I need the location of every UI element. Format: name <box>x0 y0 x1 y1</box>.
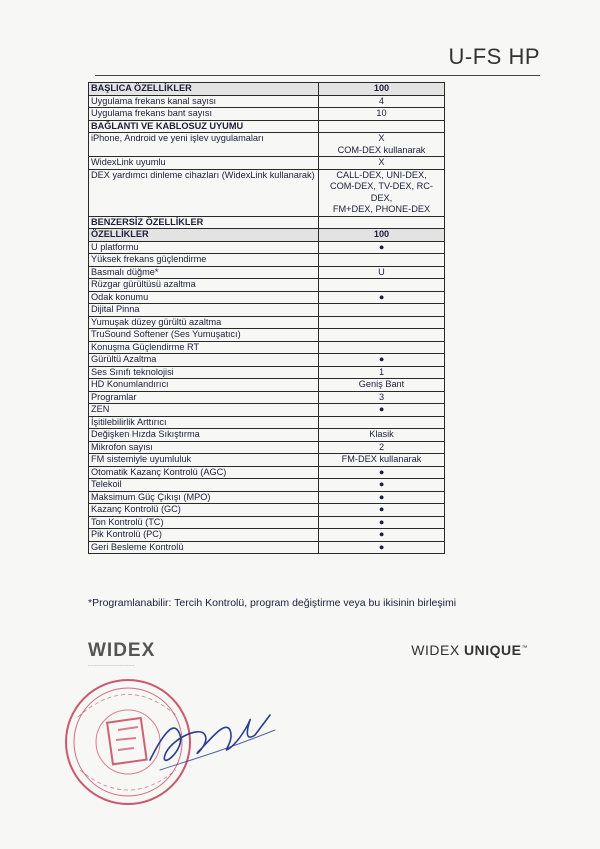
footnote: *Programlanabilir: Tercih Kontrolü, program değiştirme veya bu ikisinin birleşimi <box>88 597 457 609</box>
row-value: CALL-DEX, UNI-DEX, COM-DEX, TV-DEX, RC-DEX, FM+DEX, PHONE-DEX <box>319 169 445 216</box>
row-value: 10 <box>319 108 445 121</box>
table-row <box>89 366 445 379</box>
row-value: 100 <box>319 229 445 242</box>
row-value: 4 <box>319 95 445 108</box>
page-title: U-FS HP <box>448 44 540 69</box>
logo-brand: WIDEX <box>411 642 465 658</box>
row-label: Kazanç Kontrolü (GC) <box>89 504 319 517</box>
row-value <box>319 316 445 329</box>
row-label: BENZERSİZ ÖZELLİKLER <box>89 216 319 229</box>
row-value: 3 <box>319 391 445 404</box>
row-label: Gürültü Azaltma <box>89 354 319 367</box>
row-value <box>319 329 445 342</box>
logo-trademark: ™ <box>521 645 528 652</box>
table-row <box>89 466 445 479</box>
row-label: Yumuşak düzey gürültü azaltma <box>89 316 319 329</box>
table-row <box>89 254 445 267</box>
table-row <box>89 479 445 492</box>
table-header-row <box>89 83 445 96</box>
row-label: Basmalı düğme* <box>89 266 319 279</box>
table-row <box>89 516 445 529</box>
table-row <box>89 304 445 317</box>
table-row <box>89 241 445 254</box>
row-label: iPhone, Android ve yeni işlev uygulamaları <box>89 133 319 157</box>
table-row <box>89 404 445 417</box>
row-label: Uygulama frekans bant sayısı <box>89 108 319 121</box>
row-value: Klasik <box>319 429 445 442</box>
row-label: Konuşma Güçlendirme RT <box>89 341 319 354</box>
table-row <box>89 529 445 542</box>
logo-product: UNIQUE <box>464 642 522 658</box>
table-row <box>89 391 445 404</box>
spec-table <box>88 82 445 554</box>
table-row <box>89 441 445 454</box>
row-label: Ses Sınıfı teknolojisi <box>89 366 319 379</box>
row-label: Rüzgar gürültüsü azaltma <box>89 279 319 292</box>
table-row <box>89 491 445 504</box>
row-label: Dijital Pinna <box>89 304 319 317</box>
row-value <box>319 279 445 292</box>
row-value: ● <box>319 516 445 529</box>
row-label: Yüksek frekans güçlendirme <box>89 254 319 267</box>
row-label: DEX yardımcı dinleme cihazları (WidexLink kullanarak) <box>89 169 319 216</box>
table-header-row <box>89 229 445 242</box>
row-label: Odak konumu <box>89 291 319 304</box>
row-value: ● <box>319 491 445 504</box>
table-row <box>89 429 445 442</box>
table-row <box>89 169 445 216</box>
table-row <box>89 108 445 121</box>
row-label: Uygulama frekans kanal sayısı <box>89 95 319 108</box>
table-row <box>89 279 445 292</box>
table-row <box>89 95 445 108</box>
table-row <box>89 266 445 279</box>
row-label: ZEN <box>89 404 319 417</box>
row-label: Telekoil <box>89 479 319 492</box>
table-row <box>89 291 445 304</box>
row-label: WidexLink uyumlu <box>89 157 319 170</box>
row-label: U platformu <box>89 241 319 254</box>
table-row <box>89 354 445 367</box>
row-label: ÖZELLİKLER <box>89 229 319 242</box>
signature <box>130 690 280 790</box>
row-value: FM-DEX kullanarak <box>319 454 445 467</box>
row-label: Mikrofon sayısı <box>89 441 319 454</box>
row-label: HD Konumlandırıcı <box>89 379 319 392</box>
row-label: İşitilebilirlik Arttırıcı <box>89 416 319 429</box>
row-value <box>319 416 445 429</box>
row-value: X COM-DEX kullanarak <box>319 133 445 157</box>
row-label: FM sistemiyle uyumluluk <box>89 454 319 467</box>
table-row <box>89 454 445 467</box>
row-label: Geri Besleme Kontrolü <box>89 541 319 554</box>
row-label: Otomatik Kazanç Kontrolü (AGC) <box>89 466 319 479</box>
row-value: ● <box>319 504 445 517</box>
row-value <box>319 304 445 317</box>
table-row <box>89 379 445 392</box>
table-row <box>89 157 445 170</box>
row-value: ● <box>319 479 445 492</box>
row-value: ● <box>319 404 445 417</box>
table-row <box>89 316 445 329</box>
row-value: 100 <box>319 83 445 96</box>
table-row <box>89 329 445 342</box>
widex-logo-tagline: ──────────────── <box>88 663 135 668</box>
row-label: Programlar <box>89 391 319 404</box>
row-value: U <box>319 266 445 279</box>
row-value: ● <box>319 241 445 254</box>
table-row <box>89 504 445 517</box>
row-value: ● <box>319 466 445 479</box>
table-row <box>89 541 445 554</box>
table-section-row <box>89 120 445 133</box>
row-label: BAĞLANTI VE KABLOSUZ UYUMU <box>89 120 319 133</box>
row-label: TruSound Softener (Ses Yumuşatıcı) <box>89 329 319 342</box>
row-value <box>319 120 445 133</box>
row-value <box>319 341 445 354</box>
row-value <box>319 216 445 229</box>
widex-unique-logo <box>411 642 528 658</box>
row-value: 1 <box>319 366 445 379</box>
table-section-row <box>89 216 445 229</box>
row-value <box>319 254 445 267</box>
row-label: BAŞLICA ÖZELLİKLER <box>89 83 319 96</box>
table-row <box>89 416 445 429</box>
table-row <box>89 341 445 354</box>
widex-logo-mark: WIDEX <box>88 640 156 661</box>
title-divider <box>95 75 540 76</box>
row-label: Ton Kontrolü (TC) <box>89 516 319 529</box>
row-value: ● <box>319 354 445 367</box>
row-value: Geniş Bant <box>319 379 445 392</box>
table-row <box>89 133 445 157</box>
row-value: ● <box>319 291 445 304</box>
row-value: ● <box>319 529 445 542</box>
row-value: ● <box>319 541 445 554</box>
widex-logo <box>88 640 155 668</box>
row-value: 2 <box>319 441 445 454</box>
row-value: X <box>319 157 445 170</box>
row-label: Değişken Hızda Sıkıştırma <box>89 429 319 442</box>
row-label: Maksimum Güç Çıkışı (MPO) <box>89 491 319 504</box>
row-label: Pik Kontrolü (PC) <box>89 529 319 542</box>
